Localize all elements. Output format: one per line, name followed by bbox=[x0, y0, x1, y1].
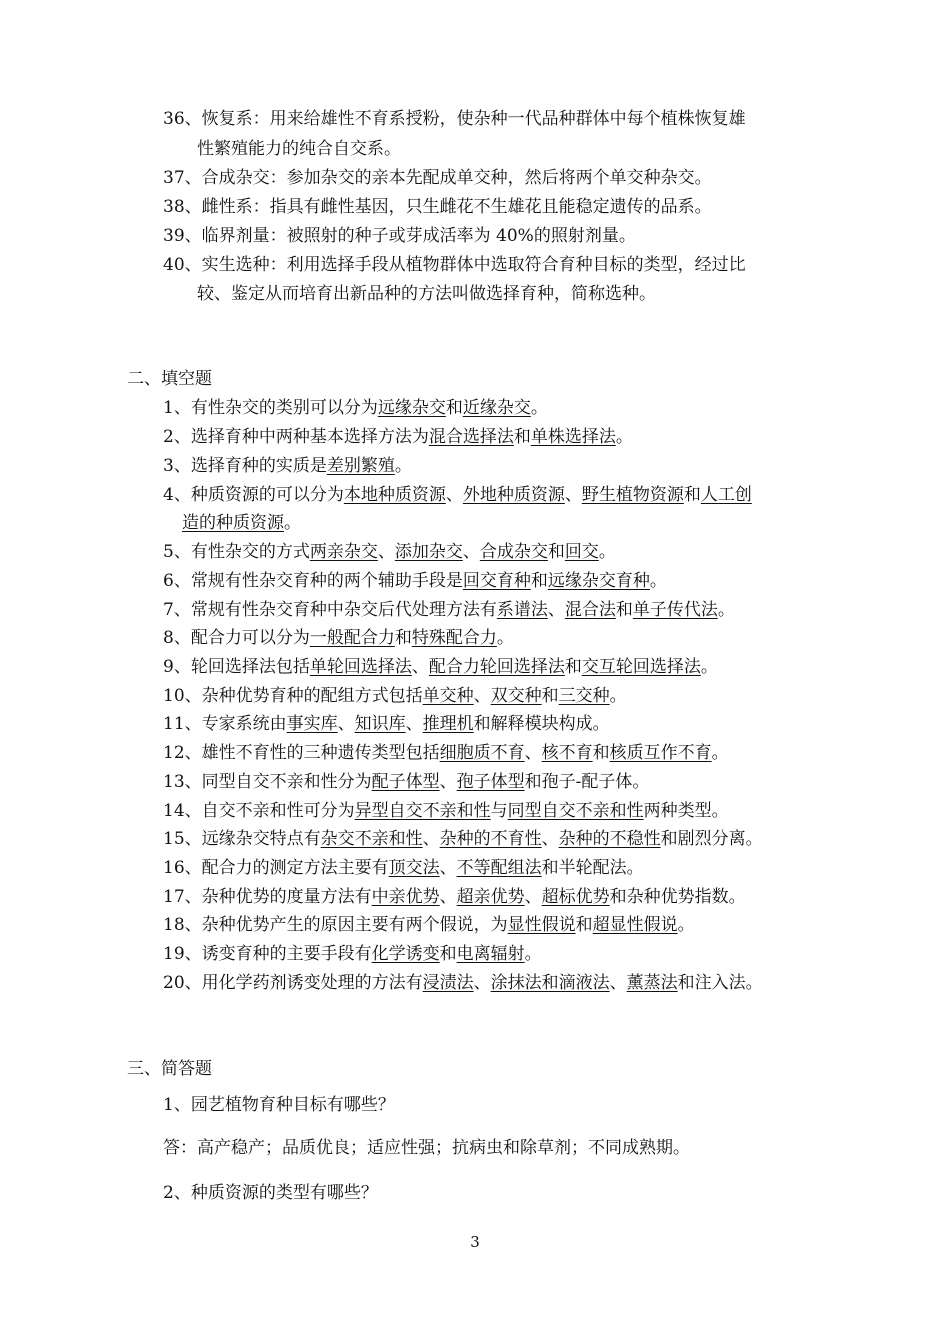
answer-blank: 单子传代法 bbox=[632, 600, 718, 620]
item-text: 10、杂种优势育种的配组方式包括 bbox=[163, 686, 423, 706]
answer-blank: 近缘杂交 bbox=[462, 398, 531, 418]
answer-blank: 差别繁殖 bbox=[326, 456, 395, 476]
fill-item-4-line1 bbox=[163, 484, 752, 506]
answer-blank: 配子体型 bbox=[371, 772, 440, 792]
item-text: 与 bbox=[490, 801, 508, 821]
item-text: 、 bbox=[541, 829, 559, 849]
item-text: 、 bbox=[377, 542, 395, 562]
answer-blank: 超标优势 bbox=[541, 887, 610, 907]
item-text: 和 bbox=[394, 628, 412, 648]
item-text: 和 bbox=[530, 571, 548, 591]
answer-blank: 孢子体型 bbox=[456, 772, 525, 792]
item-text: 3、选择育种的实质是 bbox=[163, 456, 327, 476]
answer-blank: 远缘杂交育种 bbox=[547, 571, 650, 591]
answer-blank: 薰蒸法 bbox=[626, 973, 678, 993]
answer-blank: 野生植物资源 bbox=[581, 485, 684, 505]
item-text: 、 bbox=[337, 714, 355, 734]
item-text: 20、用化学药剂诱变处理的方法有 bbox=[163, 973, 423, 993]
item-text: 、 bbox=[524, 887, 542, 907]
answer-blank: 核质互作不育 bbox=[609, 743, 712, 763]
answer-blank: 杂种的不育性 bbox=[439, 829, 542, 849]
item-text: 8、配合力可以分为 bbox=[163, 628, 310, 648]
answer-blank: 外地种质资源 bbox=[462, 485, 565, 505]
answer-blank: 显性假说 bbox=[507, 915, 576, 935]
definition-40-line1: 40、实生选种：利用选择手段从植物群体中选取符合育种目标的类型，经过比 bbox=[163, 255, 746, 275]
answer-blank: 事实库 bbox=[286, 714, 338, 734]
fill-item-16 bbox=[163, 857, 644, 879]
item-text: 、 bbox=[524, 743, 542, 763]
item-text: 、 bbox=[422, 829, 440, 849]
answer-1: 答：高产稳产；品质优良；适应性强；抗病虫和除草剂；不同成熟期。 bbox=[163, 1138, 690, 1158]
item-text: 、 bbox=[405, 714, 423, 734]
item-text: 。 bbox=[530, 398, 548, 418]
item-text: 和 bbox=[513, 427, 531, 447]
item-text: 。 bbox=[284, 513, 301, 533]
item-text: 和注入法。 bbox=[677, 973, 763, 993]
answer-blank: 单交种 bbox=[422, 686, 474, 706]
item-text: 、 bbox=[473, 686, 491, 706]
fill-item-20 bbox=[163, 972, 763, 994]
answer-blank: 中亲优势 bbox=[371, 887, 440, 907]
item-text: 。 bbox=[598, 542, 616, 562]
item-text: 。 bbox=[615, 427, 633, 447]
item-text: 和 bbox=[541, 686, 559, 706]
item-text: 。 bbox=[609, 686, 627, 706]
fill-item-13 bbox=[163, 771, 649, 793]
item-text: 和 bbox=[445, 398, 463, 418]
answer-blank: 远缘杂交 bbox=[377, 398, 446, 418]
question-2: 2、种质资源的类型有哪些？ bbox=[163, 1183, 378, 1203]
item-text: 和剧烈分离。 bbox=[660, 829, 763, 849]
answer-blank: 杂种的不稳性 bbox=[558, 829, 661, 849]
fill-item-2 bbox=[163, 426, 633, 448]
item-text: 。 bbox=[711, 743, 729, 763]
answer-blank: 配合力轮回选择法 bbox=[428, 657, 565, 677]
fill-item-8 bbox=[163, 627, 514, 649]
item-text: 4、种质资源的可以分为 bbox=[163, 485, 344, 505]
item-text: 、 bbox=[547, 600, 565, 620]
item-text: 7、常规有性杂交育种中杂交后代处理方法有 bbox=[163, 600, 497, 620]
section-heading-short-answer: 三、简答题 bbox=[127, 1059, 212, 1079]
item-text: 。 bbox=[649, 571, 667, 591]
answer-blank: 知识库 bbox=[354, 714, 406, 734]
item-text: 。 bbox=[700, 657, 718, 677]
answer-blank: 浸渍法 bbox=[422, 973, 474, 993]
item-text: 和 bbox=[592, 743, 610, 763]
answer-blank: 核不育 bbox=[541, 743, 593, 763]
item-text: 18、杂种优势产生的原因主要有两个假说，为 bbox=[163, 915, 508, 935]
item-text: 11、专家系统由 bbox=[163, 714, 287, 734]
answer-blank: 回交 bbox=[564, 542, 599, 562]
answer-blank: 添加杂交 bbox=[394, 542, 463, 562]
item-text: 12、雄性不育性的三种遗传类型包括 bbox=[163, 743, 440, 763]
fill-item-1 bbox=[163, 397, 548, 419]
item-text: 13、同型自交不亲和性分为 bbox=[163, 772, 372, 792]
answer-blank: 杂交不亲和性 bbox=[320, 829, 423, 849]
question-1: 1、园艺植物育种目标有哪些？ bbox=[163, 1095, 395, 1115]
item-text: 两种类型。 bbox=[643, 801, 729, 821]
fill-item-14 bbox=[163, 800, 729, 822]
item-text: 。 bbox=[394, 456, 412, 476]
item-text: 。 bbox=[496, 628, 514, 648]
item-text: 6、常规有性杂交育种的两个辅助手段是 bbox=[163, 571, 463, 591]
definition-39: 39、临界剂量：被照射的种子或芽成活率为 40%的照射剂量。 bbox=[163, 226, 636, 246]
fill-item-12 bbox=[163, 742, 729, 764]
item-text: 5、有性杂交的方式 bbox=[163, 542, 310, 562]
item-text: 。 bbox=[717, 600, 735, 620]
answer-blank: 双交种 bbox=[490, 686, 542, 706]
item-text: 、 bbox=[411, 657, 429, 677]
item-text: 16、配合力的测定方法主要有 bbox=[163, 858, 389, 878]
item-text: 、 bbox=[473, 973, 491, 993]
item-text: 、 bbox=[439, 858, 457, 878]
item-text: 和 bbox=[575, 915, 593, 935]
answer-blank: 系谱法 bbox=[496, 600, 548, 620]
item-text: 和 bbox=[615, 600, 633, 620]
fill-item-9 bbox=[163, 656, 718, 678]
answer-blank: 造的种质资源 bbox=[182, 513, 284, 533]
item-text: 、 bbox=[439, 772, 457, 792]
item-text: 和 bbox=[439, 944, 457, 964]
answer-blank: 推理机 bbox=[422, 714, 474, 734]
answer-blank: 细胞质不育 bbox=[439, 743, 525, 763]
answer-blank: 涂抹法和滴液法 bbox=[490, 973, 610, 993]
item-text: 。 bbox=[524, 944, 542, 964]
item-text: 2、选择育种中两种基本选择方法为 bbox=[163, 427, 429, 447]
item-text: 、 bbox=[445, 485, 463, 505]
answer-blank: 回交育种 bbox=[462, 571, 531, 591]
fill-item-19 bbox=[163, 943, 542, 965]
fill-item-5 bbox=[163, 541, 616, 563]
page-number: 3 bbox=[470, 1233, 480, 1251]
fill-item-7 bbox=[163, 599, 735, 621]
fill-item-17 bbox=[163, 886, 746, 908]
answer-blank: 单株选择法 bbox=[530, 427, 616, 447]
item-text: 15、远缘杂交特点有 bbox=[163, 829, 321, 849]
item-text: 、 bbox=[609, 973, 627, 993]
answer-blank: 混合选择法 bbox=[428, 427, 514, 447]
answer-blank: 两亲杂交 bbox=[309, 542, 378, 562]
section-heading-fill-blank: 二、填空题 bbox=[127, 369, 212, 389]
fill-item-3 bbox=[163, 455, 412, 477]
item-text: 9、轮回选择法包括 bbox=[163, 657, 310, 677]
item-text: 和 bbox=[547, 542, 565, 562]
fill-item-4-line2 bbox=[182, 512, 301, 534]
item-text: 和解释模块构成。 bbox=[473, 714, 610, 734]
answer-blank: 合成杂交 bbox=[479, 542, 548, 562]
answer-blank: 超亲优势 bbox=[456, 887, 525, 907]
fill-item-18 bbox=[163, 914, 695, 936]
answer-blank: 交互轮回选择法 bbox=[581, 657, 701, 677]
definition-36-line2: 性繁殖能力的纯合自交系。 bbox=[197, 139, 401, 159]
answer-blank: 特殊配合力 bbox=[411, 628, 497, 648]
item-text: 、 bbox=[462, 542, 480, 562]
answer-blank: 顶交法 bbox=[388, 858, 440, 878]
fill-item-15 bbox=[163, 828, 763, 850]
item-text: 19、诱变育种的主要手段有 bbox=[163, 944, 372, 964]
answer-blank: 超显性假说 bbox=[592, 915, 678, 935]
definition-40-line2: 较、鉴定从而培育出新品种的方法叫做选择育种，简称选种。 bbox=[197, 284, 656, 304]
answer-blank: 化学诱变 bbox=[371, 944, 440, 964]
item-text: 17、杂种优势的度量方法有 bbox=[163, 887, 372, 907]
item-text: 和 bbox=[683, 485, 701, 505]
item-text: 1、有性杂交的类别可以分为 bbox=[163, 398, 378, 418]
answer-blank: 一般配合力 bbox=[309, 628, 395, 648]
item-text: 和半轮配法。 bbox=[541, 858, 644, 878]
item-text: 、 bbox=[439, 887, 457, 907]
definition-36-line1: 36、恢复系：用来给雄性不育系授粉，使杂种一代品种群体中每个植株恢复雄 bbox=[163, 109, 746, 129]
item-text: 和杂种优势指数。 bbox=[609, 887, 746, 907]
answer-blank: 混合法 bbox=[564, 600, 616, 620]
item-text: 和 bbox=[564, 657, 582, 677]
answer-blank: 单轮回选择法 bbox=[309, 657, 412, 677]
answer-blank: 电离辐射 bbox=[456, 944, 525, 964]
fill-item-10 bbox=[163, 685, 627, 707]
item-text: 、 bbox=[564, 485, 582, 505]
definition-37: 37、合成杂交：参加杂交的亲本先配成单交种，然后将两个单交种杂交。 bbox=[163, 168, 712, 188]
answer-blank: 同型自交不亲和性 bbox=[507, 801, 644, 821]
answer-blank: 三交种 bbox=[558, 686, 610, 706]
answer-blank: 人工创 bbox=[700, 485, 752, 505]
item-text: 14、自交不亲和性可分为 bbox=[163, 801, 355, 821]
fill-item-6 bbox=[163, 570, 667, 592]
answer-blank: 本地种质资源 bbox=[343, 485, 446, 505]
answer-blank: 异型自交不亲和性 bbox=[354, 801, 491, 821]
definition-38: 38、雌性系：指具有雌性基因，只生雌花不生雄花且能稳定遗传的品系。 bbox=[163, 197, 712, 217]
item-text: 和孢子-配子体。 bbox=[524, 772, 650, 792]
answer-blank: 不等配组法 bbox=[456, 858, 542, 878]
item-text: 。 bbox=[677, 915, 695, 935]
fill-item-11 bbox=[163, 713, 610, 735]
